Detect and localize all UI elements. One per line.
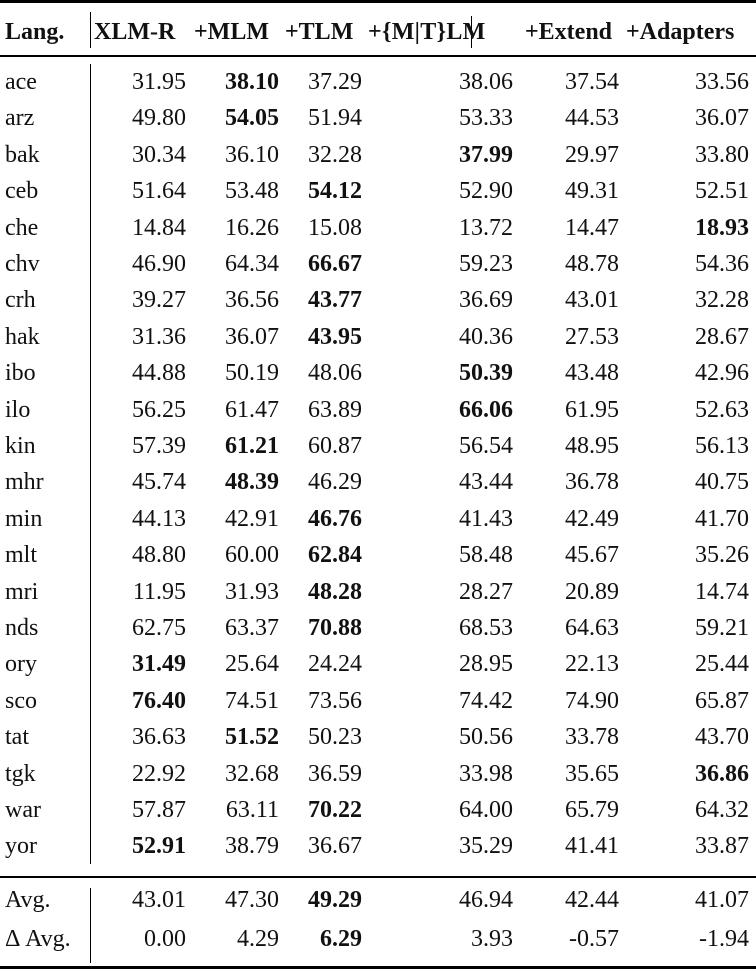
language-code: che	[5, 214, 39, 241]
score-cell: 57.39	[132, 433, 186, 459]
score-cell: 38.10	[225, 69, 279, 95]
table-row	[0, 501, 756, 537]
score-cell: 57.87	[132, 797, 186, 823]
table-row	[0, 610, 756, 646]
score-cell: 11.95	[132, 578, 186, 605]
language-code: bak	[5, 141, 40, 168]
score-cell: 20.89	[565, 578, 619, 605]
score-cell: 46.90	[132, 251, 186, 277]
table-row	[0, 210, 756, 246]
score-cell: 54.36	[695, 251, 749, 277]
score-cell: 32.68	[225, 760, 279, 787]
score-cell: 31.93	[225, 578, 279, 605]
language-code: ace	[5, 69, 37, 95]
score-cell: 37.99	[459, 141, 513, 168]
table-row	[0, 355, 756, 391]
language-code: nds	[5, 615, 39, 641]
score-cell: 76.40	[132, 687, 186, 714]
table-row	[0, 428, 756, 464]
score-cell: 36.56	[225, 287, 279, 314]
score-cell: 29.97	[565, 141, 619, 168]
language-code: kin	[5, 433, 36, 459]
table-row	[0, 100, 756, 136]
score-cell: 63.11	[225, 797, 279, 823]
score-cell: 31.49	[132, 651, 186, 678]
score-cell: 74.42	[459, 687, 513, 714]
score-cell: 36.07	[695, 105, 749, 132]
score-cell: 28.27	[459, 578, 513, 605]
score-cell: 62.75	[132, 615, 186, 641]
language-code: mhr	[5, 469, 44, 496]
score-cell: 48.39	[225, 469, 279, 496]
score-cell: 33.87	[695, 833, 749, 860]
score-cell: 33.80	[695, 141, 749, 168]
score-cell: 43.01	[565, 287, 619, 314]
score-cell: 65.79	[565, 797, 619, 823]
score-cell: 4.29	[237, 926, 279, 952]
score-cell: 30.34	[132, 141, 186, 168]
score-cell: 59.23	[459, 251, 513, 277]
score-cell: 52.91	[132, 833, 186, 860]
score-cell: 41.43	[459, 505, 513, 532]
score-cell: 66.67	[308, 251, 362, 277]
score-cell: 24.24	[308, 651, 362, 678]
score-cell: 52.90	[459, 178, 513, 205]
score-cell: 22.13	[565, 651, 619, 678]
score-cell: 54.05	[225, 105, 279, 132]
score-cell: 46.94	[459, 887, 513, 913]
score-cell: 50.19	[225, 360, 279, 387]
language-code: ceb	[5, 178, 39, 205]
score-cell: 36.69	[459, 287, 513, 314]
score-cell: 62.84	[308, 542, 362, 569]
score-cell: 44.88	[132, 360, 186, 387]
score-cell: 41.07	[695, 887, 749, 913]
score-cell: 60.87	[308, 433, 362, 459]
score-cell: 32.28	[308, 141, 362, 168]
score-cell: 58.48	[459, 542, 513, 569]
mid-rule	[0, 876, 756, 878]
score-cell: 35.26	[695, 542, 749, 569]
score-cell: 61.21	[225, 433, 279, 459]
language-code: war	[5, 797, 41, 823]
language-code: Δ Avg.	[5, 926, 71, 952]
language-code: sco	[5, 687, 37, 714]
language-code: tat	[5, 724, 29, 751]
table-row	[0, 173, 756, 209]
score-cell: 28.67	[695, 323, 749, 350]
score-cell: 64.00	[459, 797, 513, 823]
score-cell: 40.75	[695, 469, 749, 496]
column-separator	[90, 12, 91, 48]
score-cell: 35.29	[459, 833, 513, 860]
language-code: yor	[5, 833, 37, 860]
table-row	[0, 319, 756, 355]
score-cell: 70.22	[308, 797, 362, 823]
score-cell: 74.51	[225, 687, 279, 714]
score-cell: 52.51	[695, 178, 749, 205]
score-cell: 51.94	[308, 105, 362, 132]
score-cell: 47.30	[225, 887, 279, 913]
score-cell: 52.63	[695, 396, 749, 423]
language-code: chv	[5, 251, 40, 277]
score-cell: 13.72	[459, 214, 513, 241]
table-row	[0, 464, 756, 500]
score-cell: 46.76	[308, 505, 362, 532]
table-row	[0, 64, 756, 100]
header-mlm: +MLM	[194, 19, 269, 45]
score-cell: 51.64	[132, 178, 186, 205]
score-cell: 48.78	[565, 251, 619, 277]
table-row	[0, 574, 756, 610]
language-code: mlt	[5, 542, 38, 569]
score-cell: 68.53	[459, 615, 513, 641]
table-row	[0, 719, 756, 755]
header-adapters: +Adapters	[626, 19, 735, 45]
score-cell: 61.47	[225, 396, 279, 423]
language-code: ory	[5, 651, 37, 678]
score-cell: -0.57	[569, 926, 619, 952]
score-cell: 40.36	[459, 323, 513, 350]
score-cell: 43.77	[308, 287, 362, 314]
score-cell: -1.94	[699, 926, 749, 952]
score-cell: 43.48	[565, 360, 619, 387]
score-cell: 50.39	[459, 360, 513, 387]
score-cell: 64.34	[225, 251, 279, 277]
table-row	[0, 683, 756, 719]
score-cell: 42.49	[565, 505, 619, 532]
score-cell: 73.56	[308, 687, 362, 714]
score-cell: 48.95	[565, 433, 619, 459]
score-cell: 49.80	[132, 105, 186, 132]
score-cell: 31.95	[132, 69, 186, 95]
bottom-rule	[0, 966, 756, 969]
score-cell: 60.00	[225, 542, 279, 569]
score-cell: 36.86	[695, 760, 749, 787]
score-cell: 56.25	[132, 396, 186, 423]
score-cell: 14.74	[695, 578, 749, 605]
score-cell: 63.37	[225, 615, 279, 641]
score-cell: 59.21	[695, 615, 749, 641]
score-cell: 53.48	[225, 178, 279, 205]
score-cell: 36.78	[565, 469, 619, 496]
score-cell: 43.44	[459, 469, 513, 496]
score-cell: 33.78	[565, 724, 619, 751]
score-cell: 65.87	[695, 687, 749, 714]
table-row	[0, 828, 756, 864]
score-cell: 37.54	[565, 69, 619, 95]
table-row	[0, 282, 756, 318]
score-cell: 43.70	[695, 724, 749, 751]
score-cell: 28.95	[459, 651, 513, 678]
score-cell: 66.06	[459, 396, 513, 423]
score-cell: 63.89	[308, 396, 362, 423]
score-cell: 6.29	[320, 926, 362, 952]
score-cell: 15.08	[308, 214, 362, 241]
language-code: hak	[5, 323, 40, 350]
score-cell: 32.28	[695, 287, 749, 314]
score-cell: 54.12	[308, 178, 362, 205]
score-cell: 44.53	[565, 105, 619, 132]
summary-row	[0, 882, 756, 918]
header-mtlm	[368, 12, 486, 52]
score-cell: 74.90	[565, 687, 619, 714]
table-row	[0, 756, 756, 792]
score-cell: 36.10	[225, 141, 279, 168]
score-cell: 16.26	[225, 214, 279, 241]
score-cell: 38.06	[459, 69, 513, 95]
table-row	[0, 537, 756, 573]
table-row	[0, 792, 756, 828]
header-extend: +Extend	[525, 19, 613, 45]
score-cell: 64.63	[565, 615, 619, 641]
score-cell: 36.07	[225, 323, 279, 350]
score-cell: 44.13	[132, 505, 186, 532]
language-code: mri	[5, 578, 39, 605]
score-cell: 41.70	[695, 505, 749, 532]
score-cell: 48.28	[308, 578, 362, 605]
score-cell: 33.56	[695, 69, 749, 95]
header-rule	[0, 55, 756, 57]
score-cell: 45.67	[565, 542, 619, 569]
score-cell: 50.56	[459, 724, 513, 751]
table-row	[0, 646, 756, 682]
score-cell: 50.23	[308, 724, 362, 751]
language-code: min	[5, 505, 43, 532]
score-cell: 31.36	[132, 323, 186, 350]
score-cell: 53.33	[459, 105, 513, 132]
score-cell: 70.88	[308, 615, 362, 641]
score-cell: 33.98	[459, 760, 513, 787]
score-cell: 48.80	[132, 542, 186, 569]
header-lang: Lang.	[5, 19, 65, 45]
language-code: Avg.	[5, 887, 51, 913]
score-cell: 64.32	[695, 797, 749, 823]
header-xlmr: XLM-R	[94, 19, 176, 45]
score-cell: 61.95	[565, 396, 619, 423]
language-code: arz	[5, 105, 35, 132]
header-tlm: +TLM	[285, 19, 354, 45]
score-cell: 38.79	[225, 833, 279, 860]
language-code: crh	[5, 287, 36, 314]
score-cell: 45.74	[132, 469, 186, 496]
score-cell: 39.27	[132, 287, 186, 314]
language-code: tgk	[5, 760, 36, 787]
score-cell: 36.67	[308, 833, 362, 860]
table-row	[0, 246, 756, 282]
score-cell: 42.44	[565, 887, 619, 913]
language-code: ilo	[5, 396, 31, 423]
score-cell: 14.47	[565, 214, 619, 241]
score-cell: 46.29	[308, 469, 362, 496]
score-cell: 36.63	[132, 724, 186, 751]
score-cell: 42.91	[225, 505, 279, 532]
score-cell: 36.59	[308, 760, 362, 787]
score-cell: 51.52	[225, 724, 279, 751]
score-cell: 14.84	[132, 214, 186, 241]
score-cell: 56.13	[695, 433, 749, 459]
score-cell: 49.31	[565, 178, 619, 205]
header-mtlm-label: +{M|T}LM	[368, 19, 486, 45]
score-cell: 25.64	[225, 651, 279, 678]
score-cell: 37.29	[308, 69, 362, 95]
score-cell: 25.44	[695, 651, 749, 678]
top-rule	[0, 0, 756, 3]
table-row	[0, 137, 756, 173]
score-cell: 22.92	[132, 760, 186, 787]
score-cell: 49.29	[308, 887, 362, 913]
score-cell: 18.93	[695, 214, 749, 241]
summary-row	[0, 921, 756, 957]
score-cell: 43.01	[132, 887, 186, 913]
score-cell: 3.93	[471, 926, 513, 952]
language-code: ibo	[5, 360, 36, 387]
score-cell: 35.65	[565, 760, 619, 787]
score-cell: 41.41	[565, 833, 619, 860]
score-cell: 56.54	[459, 433, 513, 459]
score-cell: 0.00	[144, 926, 186, 952]
score-cell: 27.53	[565, 323, 619, 350]
score-cell: 43.95	[308, 323, 362, 350]
score-cell: 48.06	[308, 360, 362, 387]
score-cell: 42.96	[695, 360, 749, 387]
table-row	[0, 392, 756, 428]
